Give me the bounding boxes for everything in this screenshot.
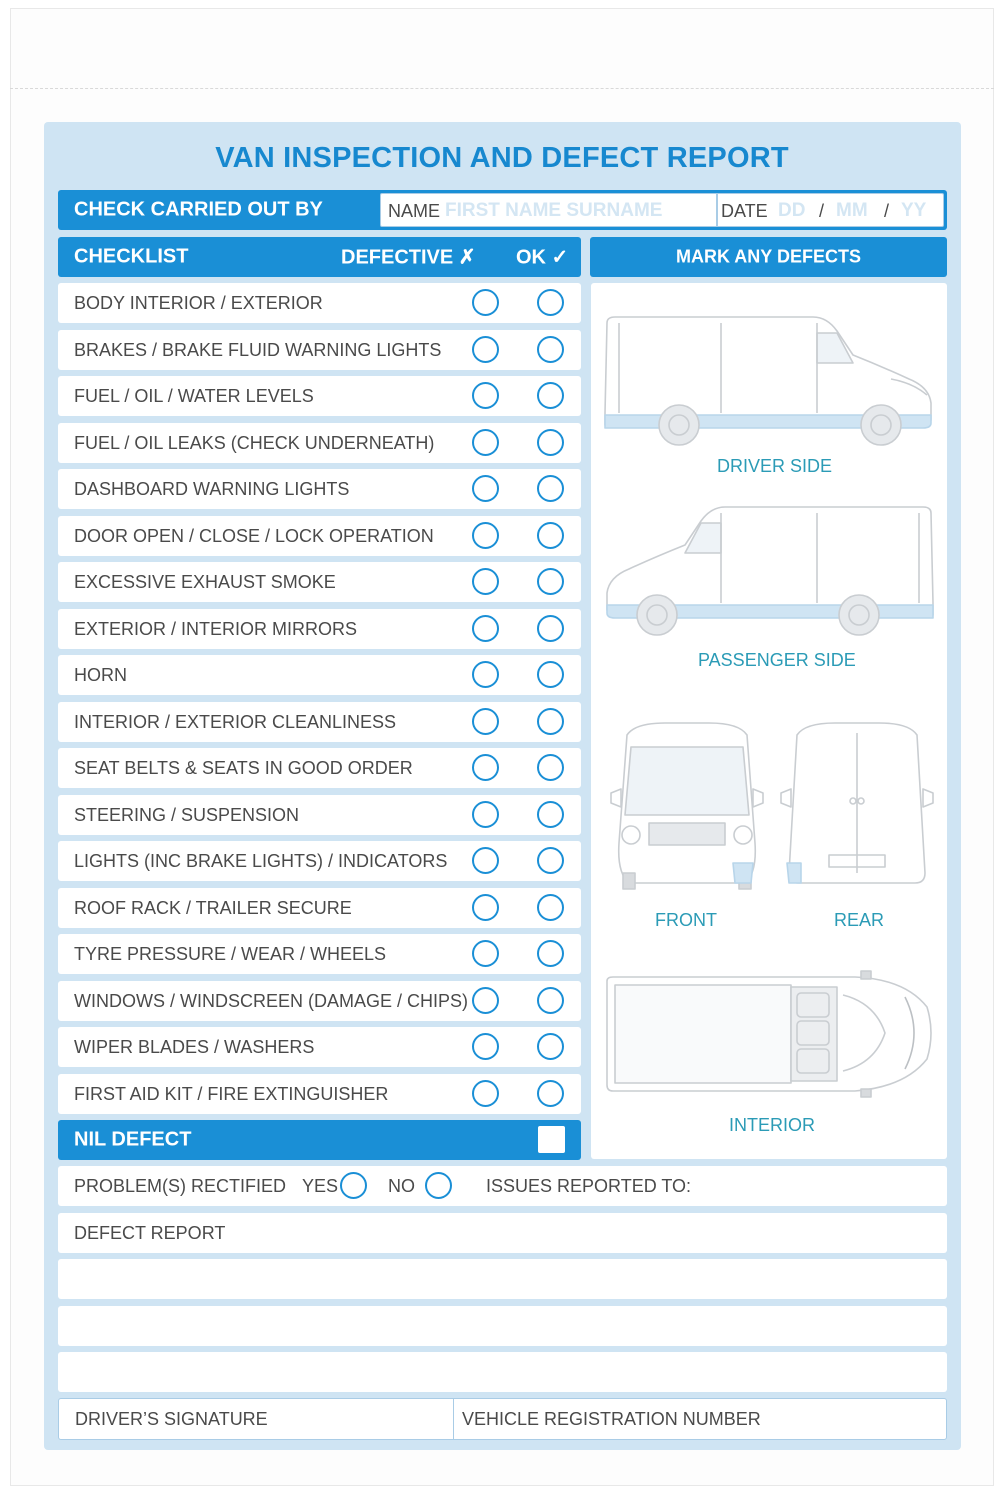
defect-report-label: DEFECT REPORT xyxy=(74,1223,226,1243)
checklist-item-label: FUEL / OIL LEAKS (CHECK UNDERNEATH) xyxy=(74,433,435,453)
checklist-header xyxy=(58,237,581,277)
defective-radio[interactable] xyxy=(472,289,499,316)
ok-radio[interactable] xyxy=(537,336,564,363)
driver-side-van-icon xyxy=(605,317,931,445)
rear-caption: REAR xyxy=(834,910,885,930)
checklist-item-label: DOOR OPEN / CLOSE / LOCK OPERATION xyxy=(74,526,434,546)
defect-report-line[interactable] xyxy=(58,1306,947,1346)
perforation-line xyxy=(10,88,994,89)
defective-radio[interactable] xyxy=(472,1033,499,1060)
defective-radio[interactable] xyxy=(472,1080,499,1107)
checklist-item-label: HORN xyxy=(74,665,127,685)
defective-label: DEFECTIVE ✗ xyxy=(341,246,476,269)
checklist-row xyxy=(58,423,581,463)
driver-signature-label: DRIVER’S SIGNATURE xyxy=(75,1409,268,1429)
checklist-item-label: SEAT BELTS & SEATS IN GOOD ORDER xyxy=(74,758,413,778)
form-title: VAN INSPECTION AND DEFECT REPORT xyxy=(215,142,789,174)
ok-radio[interactable] xyxy=(537,615,564,642)
ok-label: OK ✓ xyxy=(516,246,569,269)
ok-radio[interactable] xyxy=(537,754,564,781)
defective-radio[interactable] xyxy=(472,940,499,967)
checklist-item-label: WIPER BLADES / WASHERS xyxy=(74,1037,315,1057)
defective-radio[interactable] xyxy=(472,708,499,735)
ok-radio[interactable] xyxy=(537,894,564,921)
ok-radio[interactable] xyxy=(537,801,564,828)
checklist-item-label: DASHBOARD WARNING LIGHTS xyxy=(74,479,350,499)
checklist-row xyxy=(58,516,581,556)
checklist-item-label: EXCESSIVE EXHAUST SMOKE xyxy=(74,572,336,592)
nil-defect-bar xyxy=(58,1120,581,1160)
name-label: NAME xyxy=(388,201,441,221)
van-diagrams[interactable] xyxy=(591,283,947,1159)
defective-radio[interactable] xyxy=(472,847,499,874)
vehicle-registration-field[interactable] xyxy=(454,1399,946,1439)
defective-radio[interactable] xyxy=(472,987,499,1014)
checklist-item-label: BODY INTERIOR / EXTERIOR xyxy=(74,293,323,313)
checklist-item-label: INTERIOR / EXTERIOR CLEANLINESS xyxy=(74,712,397,732)
defective-radio[interactable] xyxy=(472,475,499,502)
checklist-row xyxy=(58,841,581,881)
date-mm: MM xyxy=(836,200,868,221)
checklist-item-label: LIGHTS (INC BRAKE LIGHTS) / INDICATORS xyxy=(74,851,448,871)
vehicle-registration-label: VEHICLE REGISTRATION NUMBER xyxy=(462,1409,761,1429)
checklist-row xyxy=(58,562,581,602)
front-caption: FRONT xyxy=(655,910,717,930)
defective-radio[interactable] xyxy=(472,429,499,456)
passenger-side-caption: PASSENGER SIDE xyxy=(698,650,856,670)
footer-row xyxy=(58,1398,947,1440)
checklist-row xyxy=(58,981,581,1021)
nil-defect-label: NIL DEFECT xyxy=(74,1128,192,1151)
defective-radio[interactable] xyxy=(472,382,499,409)
checklist-row xyxy=(58,934,581,974)
ok-radio[interactable] xyxy=(537,1033,564,1060)
checklist-row xyxy=(58,702,581,742)
checklist-row xyxy=(58,655,581,695)
checklist-item-label: FUEL / OIL / WATER LEVELS xyxy=(74,386,314,406)
checklist-label: CHECKLIST xyxy=(74,245,189,268)
passenger-side-van-icon xyxy=(607,507,933,635)
problems-rectified-label: PROBLEM(S) RECTIFIED xyxy=(74,1176,287,1196)
checklist-row xyxy=(58,609,581,649)
interior-van-icon xyxy=(607,971,931,1097)
date-yy: YY xyxy=(901,200,927,221)
ok-radio[interactable] xyxy=(537,382,564,409)
checklist-row xyxy=(58,376,581,416)
date-label: DATE xyxy=(721,201,768,221)
ok-radio[interactable] xyxy=(537,568,564,595)
name-field[interactable] xyxy=(380,193,717,227)
checklist-item-label: BRAKES / BRAKE FLUID WARNING LIGHTS xyxy=(74,340,442,360)
problems-rectified-row xyxy=(58,1166,947,1206)
checklist-row xyxy=(58,469,581,509)
yes-radio[interactable] xyxy=(340,1172,367,1199)
date-dd: DD xyxy=(778,200,806,221)
ok-radio[interactable] xyxy=(537,708,564,735)
driver-side-caption: DRIVER SIDE xyxy=(717,456,833,476)
defective-radio[interactable] xyxy=(472,615,499,642)
checklist-item-label: TYRE PRESSURE / WEAR / WHEELS xyxy=(74,944,387,964)
ok-radio[interactable] xyxy=(537,661,564,688)
rear-van-icon xyxy=(781,723,933,883)
defect-report-line[interactable] xyxy=(58,1352,947,1392)
date-field[interactable] xyxy=(717,193,944,227)
checklist-item-label: STEERING / SUSPENSION xyxy=(74,805,300,825)
interior-caption: INTERIOR xyxy=(729,1115,816,1135)
no-label: NO xyxy=(388,1176,415,1196)
defects-diagram-panel xyxy=(591,283,947,1159)
defect-report-line[interactable] xyxy=(58,1213,947,1253)
checklist-row xyxy=(58,330,581,370)
defective-radio[interactable] xyxy=(472,568,499,595)
date-separator: / xyxy=(884,201,890,221)
checklist-item-label: WINDOWS / WINDSCREEN (DAMAGE / CHIPS) xyxy=(74,991,469,1011)
check-carried-out-label: CHECK CARRIED OUT BY xyxy=(74,198,323,221)
ok-radio[interactable] xyxy=(537,289,564,316)
ok-radio[interactable] xyxy=(537,987,564,1014)
checklist-row xyxy=(58,1027,581,1067)
defective-radio[interactable] xyxy=(472,894,499,921)
checklist-row xyxy=(58,795,581,835)
checklist-row xyxy=(58,888,581,928)
ok-radio[interactable] xyxy=(537,522,564,549)
defect-report-line[interactable] xyxy=(58,1259,947,1299)
date-separator: / xyxy=(819,201,825,221)
defective-radio[interactable] xyxy=(472,801,499,828)
issues-reported-label: ISSUES REPORTED TO: xyxy=(486,1176,692,1196)
name-placeholder: FIRST NAME SURNAME xyxy=(445,200,663,221)
checklist-item-label: FIRST AID KIT / FIRE EXTINGUISHER xyxy=(74,1084,389,1104)
checklist-row xyxy=(58,748,581,788)
mark-defects-header xyxy=(590,237,947,277)
yes-label: YES xyxy=(302,1176,339,1196)
driver-signature-field[interactable] xyxy=(59,1399,454,1439)
ok-radio[interactable] xyxy=(537,429,564,456)
ok-radio[interactable] xyxy=(537,940,564,967)
ok-radio[interactable] xyxy=(537,1080,564,1107)
ok-radio[interactable] xyxy=(537,475,564,502)
defective-radio[interactable] xyxy=(472,522,499,549)
checklist-item-label: EXTERIOR / INTERIOR MIRRORS xyxy=(74,619,358,639)
defective-radio[interactable] xyxy=(472,661,499,688)
nil-defect-checkbox[interactable] xyxy=(538,1126,565,1153)
checklist-row xyxy=(58,283,581,323)
mark-defects-label: MARK ANY DEFECTS xyxy=(675,246,861,267)
checklist-row xyxy=(58,1074,581,1114)
ok-radio[interactable] xyxy=(537,847,564,874)
front-van-icon xyxy=(611,723,763,889)
defective-radio[interactable] xyxy=(472,336,499,363)
defective-radio[interactable] xyxy=(472,754,499,781)
checklist-item-label: ROOF RACK / TRAILER SECURE xyxy=(74,898,352,918)
no-radio[interactable] xyxy=(425,1172,452,1199)
